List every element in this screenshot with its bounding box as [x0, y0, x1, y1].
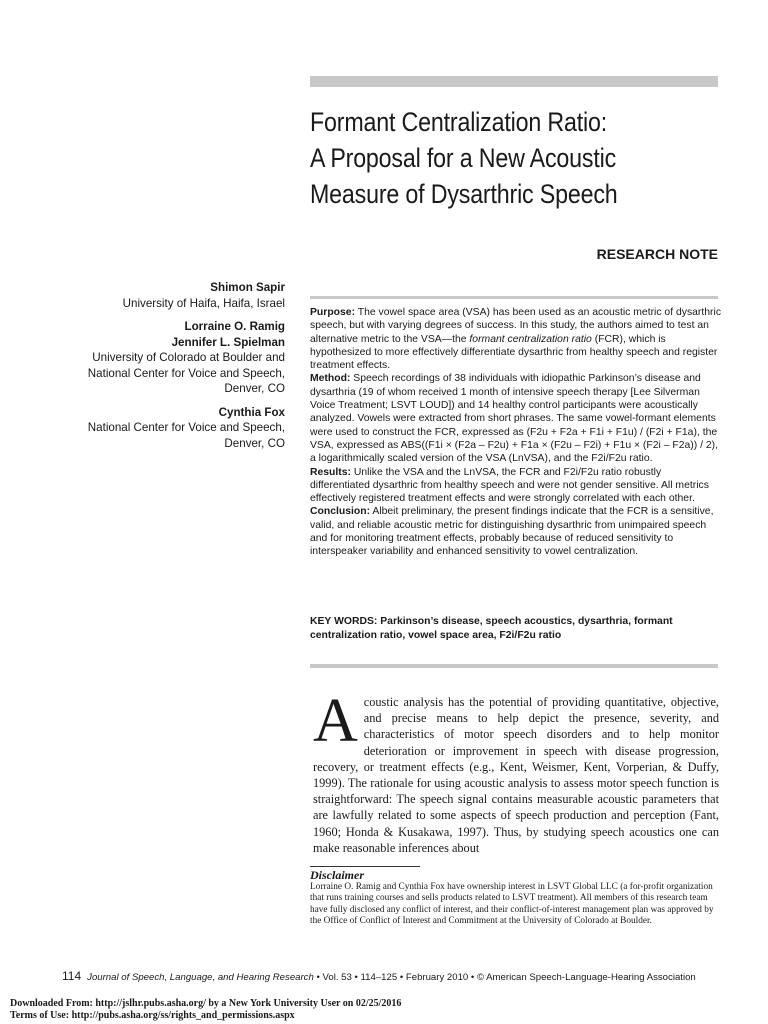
journal-name: Journal of Speech, Language, and Hearing Research [87, 972, 314, 983]
body-text: coustic analysis has the potential of providing quantitative, objective, and precise means to help depict the presence, severity, and characteristics of motor speech disorders and to help monitor deterioration or improvement in speech with disease progression, recovery, or treatment effects (e.g., Kent, Weismer, Kent, Vorperian, & Duffy, 1999). The rationale for using acoustic analysis to assess motor speech function is straightforward: The speech signal contains measurable acoustic parameters that are lawfully related to some aspects of speech production and perception (Fant, 1960; Honda & Kusakawa, 1997). Thus, by studying speech acoustics one can make reasonable inferences about [313, 695, 719, 855]
author-name: Lorraine O. Ramig [184, 320, 285, 333]
purpose-text-end: (FCR), which is hypothesized to more effectively differentiate dysarthric from healthy speech and register treatment effects. [310, 333, 718, 372]
author-affiliation: National Center for Voice and Speech, [87, 421, 285, 434]
body-paragraph [313, 687, 719, 856]
abstract-purpose [310, 306, 722, 372]
author-affiliation: Denver, CO [224, 436, 285, 450]
purpose-label: Purpose: [310, 307, 356, 318]
title-line-1: Formant Centralization Ratio: [310, 107, 608, 137]
conclusion-label: Conclusion: [310, 506, 371, 518]
title-line-2: A Proposal for a New Acoustic [310, 143, 617, 173]
author-name: Shimon Sapir [210, 281, 285, 294]
method-text: Speech recordings of 38 individuals with idiopathic Parkinson’s disease and dysarthria (19 of whom received 1 month of intensive speech therapy [Lee Silverman Voice Treatment; LSVT LOUD]) and 14 healthy control participants were acoustically analyzed. Vowels were extracted from short phrases. The same vowel-formant elements were used to construct the FCR, expressed as (F2u + F2a + F1i + F1u) / (F2i + F1a), the VSA, expressed as ABS((F1i × (F2a – F2u) + F1a × (F2u – F2i) + F1u × (F2i – F2a)) / 2), a logarithmically scaled version of the VSA (LnVSA), and the F2i/F2u ratio. [310, 373, 718, 465]
method-label: Method: [310, 373, 351, 385]
article-title [310, 104, 671, 212]
abstract-conclusion [310, 505, 722, 558]
abstract-top-rule [310, 296, 718, 299]
purpose-text: The vowel space area (VSA) has been used as an acoustic metric of dysarthric speech, but with varying degrees of success. In this study, the authors aimed to test an alternative metric to the VSA—the [310, 307, 722, 345]
results-text: Unlike the VSA and the LnVSA, the FCR and F2i/F2u ratio robustly differentiated dysarthric from healthy speech and were not gender sensitive. All metrics effectively registered treatment effects and were strongly correlated with each other. [310, 466, 709, 505]
download-notice [10, 998, 750, 1021]
purpose-italic: formant centralization ratio [469, 333, 592, 345]
author-block [40, 280, 285, 451]
disclaimer-text: Lorraine O. Ramig and Cynthia Fox have ownership interest in LSVT Global LLC (a for-profit organization that runs training courses and sells products related to LSVT treatment). All members of this research team have fully disclosed any conflict of interest, and their conflict-of-interest management plan was approved by the Office of Conflict of Interest and Commitment at the University of Colorado at Boulder. [310, 882, 714, 927]
author-name: Jennifer L. Spielman [171, 335, 285, 349]
disclaimer-rule [310, 866, 420, 867]
author-affiliation: University of Haifa, Haifa, Israel [122, 296, 285, 310]
download-line: Downloaded From: http://jslhr.pubs.asha.org/ by a New York University User on 02/25/2016 [10, 998, 402, 1009]
title-line-3: Measure of Dysarthric Speech [310, 179, 618, 209]
keywords: KEY WORDS: Parkinson’s disease, speech acoustics, dysarthria, formant centralization ratio, vowel space area, F2i/F2u ratio [310, 616, 673, 641]
author-affiliation: Denver, CO [224, 382, 285, 395]
author-affiliation: University of Colorado at Boulder and [92, 351, 285, 364]
terms-line: Terms of Use: http://pubs.asha.org/ss/rights_and_permissions.aspx [10, 1009, 295, 1021]
abstract-method [310, 372, 722, 465]
abstract-bottom-rule [310, 664, 718, 668]
abstract-results [310, 466, 722, 506]
author-affiliation: National Center for Voice and Speech, [87, 366, 285, 380]
abstract [310, 306, 722, 559]
citation: • Vol. 53 • 114–125 • February 2010 • © American Speech-Language-Hearing Association [313, 972, 696, 983]
dropcap: A [313, 687, 358, 755]
results-label: Results: [310, 466, 351, 478]
page-number: 114 [62, 969, 82, 983]
section-label: RESEARCH NOTE [596, 246, 718, 262]
top-rule [310, 76, 718, 87]
conclusion-text: Albeit preliminary, the present findings indicate that the FCR is a sensitive, valid, and reliable acoustic metric for distinguishing dysarthric from unimpaired speech and for monitoring treatment effects, probably because of reduced sensitivity to interspeaker variability and enhanced sensitivity to vowel centralization. [310, 506, 714, 558]
author-name: Cynthia Fox [218, 405, 285, 419]
page-footer [62, 969, 742, 983]
disclaimer-heading: Disclaimer [310, 868, 364, 882]
